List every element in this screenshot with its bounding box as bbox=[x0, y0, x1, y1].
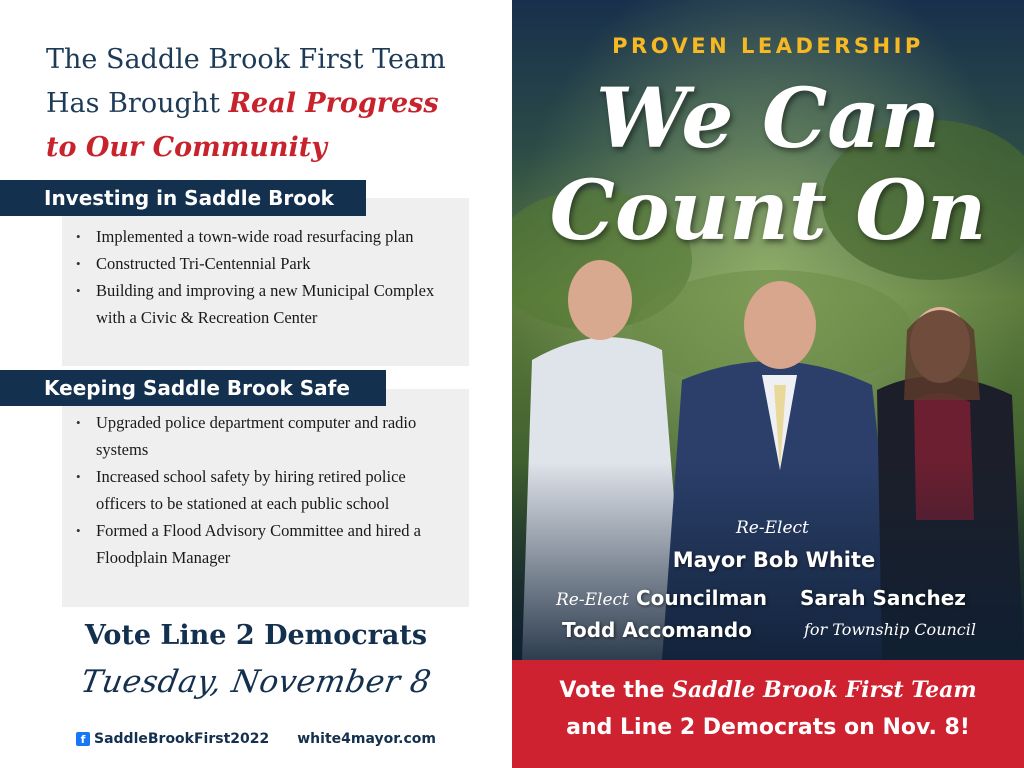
list-item: • Implemented a town-wide road resurfacing plan bbox=[76, 223, 456, 250]
mayor-name: Mayor Bob White bbox=[672, 548, 876, 572]
headline bbox=[46, 38, 486, 170]
facebook-handle[interactable]: SaddleBrookFirst2022 bbox=[94, 731, 270, 747]
investing-list bbox=[76, 223, 456, 331]
banner-emphasis: Saddle Brook First Team bbox=[672, 677, 977, 703]
kicker: PROVEN LEADERSHIP bbox=[612, 34, 924, 58]
banner-line2: and Line 2 Democrats on Nov. 8! bbox=[566, 715, 970, 740]
list-item: • Formed a Flood Advisory Committee and hired a Floodplain Manager bbox=[76, 517, 456, 571]
headline-line1: The Saddle Brook First Team bbox=[46, 44, 446, 75]
headline-line2 bbox=[46, 82, 486, 126]
vote-line: Vote Line 2 Democrats bbox=[84, 620, 428, 651]
sarah-name: Sarah Sanchez bbox=[800, 586, 966, 610]
list-item: • Constructed Tri-Centennial Park bbox=[76, 250, 456, 277]
list-item: • Increased school safety by hiring retired police officers to be stationed at each public school bbox=[76, 463, 456, 517]
vote-date: Tuesday, November 8 bbox=[78, 664, 434, 700]
big-line-1: We Can bbox=[595, 71, 941, 167]
section-title-safety: Keeping Saddle Brook Safe bbox=[0, 370, 386, 406]
reelect-mayor: Re-Elect bbox=[736, 518, 809, 538]
section-title-investing: Investing in Saddle Brook bbox=[0, 180, 366, 216]
banner-line1 bbox=[512, 677, 1024, 703]
headline-emphasis: Real Progress bbox=[228, 88, 439, 119]
council-name: Todd Accomando bbox=[562, 618, 752, 642]
reelect-council: Re-Elect bbox=[556, 590, 629, 610]
facebook-icon: f bbox=[76, 732, 90, 746]
website-link[interactable]: white4mayor.com bbox=[297, 731, 436, 747]
council-title: Councilman bbox=[636, 586, 768, 610]
list-item: • Building and improving a new Municipal Complex with a Civic & Recreation Center bbox=[76, 277, 456, 331]
banner-prefix: Vote the bbox=[559, 678, 673, 703]
list-item: • Upgraded police department computer and radio systems bbox=[76, 409, 456, 463]
big-line-2: Count On bbox=[549, 163, 987, 259]
sarah-for: for Township Council bbox=[804, 620, 976, 639]
right-panel bbox=[512, 0, 1024, 768]
socials bbox=[76, 731, 436, 747]
headline-line2-plain: Has Brought bbox=[46, 88, 229, 119]
safety-list bbox=[76, 409, 456, 571]
headline-line3: to Our Community bbox=[46, 132, 327, 163]
